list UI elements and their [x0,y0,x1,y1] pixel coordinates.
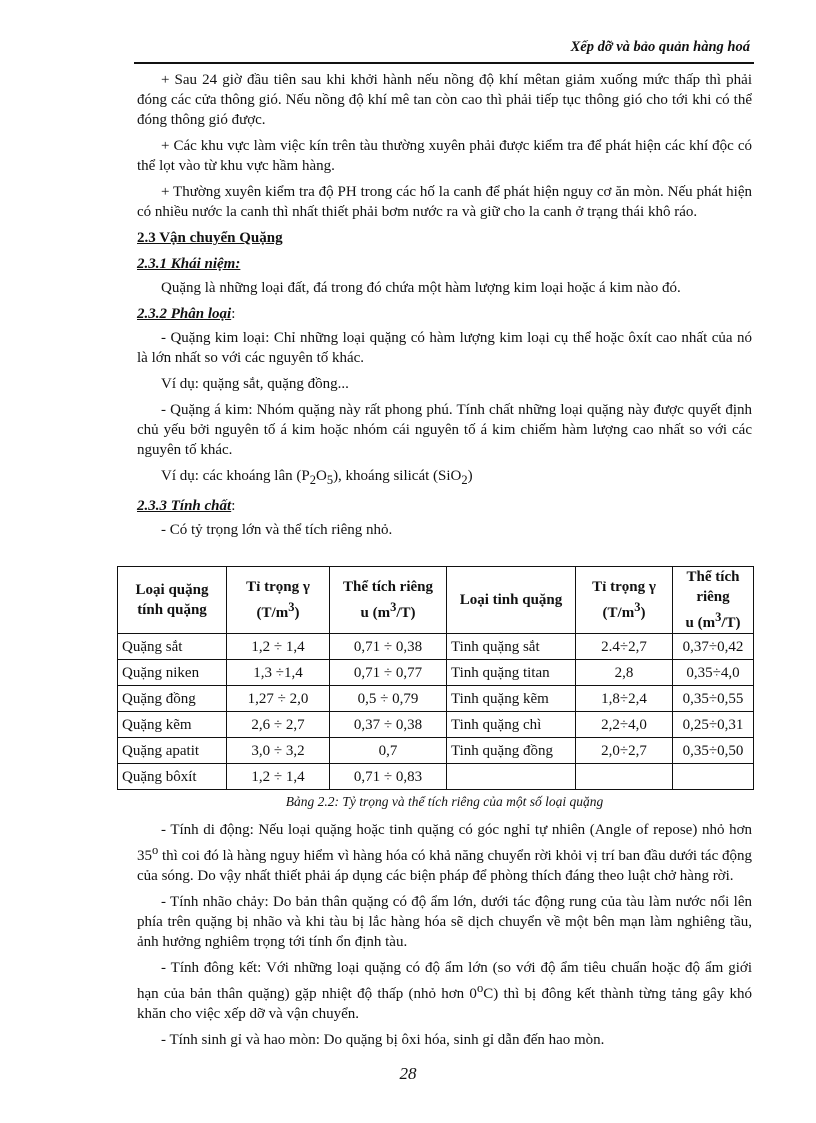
example-text-4: ) [467,468,473,484]
table-cell: 2,2÷4,0 [576,712,673,738]
subscript-5: 5 [326,473,334,487]
subsection-3-heading: 2.3.3 Tính chất [137,498,232,514]
table-cell: 0,35÷0,55 [673,686,754,712]
density-paragraph: - Có tỷ trọng lớn và thể tích riêng nhỏ. [161,522,393,538]
header-concentrate-type: Loại tinh quặng [447,567,576,634]
page-number: 28 [399,1064,417,1083]
table-cell: 2,0÷2,7 [576,738,673,764]
section-title: 2.3 Vận chuyển Quặng [137,230,283,246]
page-content [122,70,753,1056]
table-cell: 0,37÷0,42 [673,634,754,660]
table-cell: 3,0 ÷ 3,2 [227,738,330,764]
table-cell [576,764,673,790]
header-concentrate-density: Tỉ trọng γ $(T/m^3)$ [576,567,673,634]
metal-ore-example: Ví dụ: quặng sắt, quặng đồng... [161,376,349,392]
example-text-2: O [315,468,327,484]
page-header [134,28,754,64]
table-cell: 0,71 ÷ 0,77 [330,660,447,686]
table-cell: 1,3 ÷1,4 [227,660,330,686]
freezing-paragraph: - Tính đông kết: Với những loại quặng có độ ẩm lớn (so với độ ẩm tiêu chuẩn hoặc độ ẩm giới hạn của bản thân quặng) gặp nhiệt độ thấp (nhỏ hơn 0$^o$C) thì bị đông kết thành từng tảng gây khó khăn cho việc xếp dỡ và vận chuyển. [137,960,753,1022]
liquefaction-paragraph: - Tính nhão chảy: Do bản thân quặng có độ ẩm lớn, dưới tác động rung của tàu làm nước nổi lên phía trên quặng bị nhão và khi tàu bị lắc hàng hóa sẽ dịch chuyển về một bên mạn làm nghiêng tầu, ảnh hưởng nghiêm trọng tới tính ổn định tàu. [137,894,752,950]
subsection-3-heading-suffix: : [231,498,236,514]
table-caption: Bảng 2.2: Tỷ trọng và thể tích riêng của một số loại quặng [285,794,604,809]
table-cell: Quặng kẽm [118,712,227,738]
table-cell: 2,8 [576,660,673,686]
header-density: Tỉ trọng γ $(T/m^3)$ [227,567,330,634]
table-cell: Quặng đồng [118,686,227,712]
subsection-2-heading: 2.3.2 Phân loại [137,306,232,322]
header-ore-type: Loại quặng tính quặng [118,567,227,634]
header-concentrate-volume: Thể tích riêng u $(m^3/T)$ [673,567,754,634]
nonmetal-ore-paragraph: - Quặng á kim: Nhóm quặng này rất phong phú. Tính chất những loại quặng này được quyết định chủ yếu bởi nguyên tố á kim hoặc nhóm cái nguyên tố á kim chiếm hàm lượng cao nhất so với các nguyên tố khác. [137,402,752,458]
subsection-2-heading-line [137,304,752,324]
table-cell: 0,37 ÷ 0,38 [330,712,447,738]
metal-ore-paragraph: - Quặng kim loại: Chỉ những loại quặng có hàm lượng kim loại cụ thể hoặc ôxít cao nhất của nó là lớn nhất so với các nguyên tố khác. [137,330,752,366]
table-cell: 2,6 ÷ 2,7 [227,712,330,738]
table-row [118,738,754,764]
table-cell [447,764,576,790]
header-specific-volume: Thể tích riêng u $(m^3/T)$ [330,567,447,634]
table-cell: 0,5 ÷ 0,79 [330,686,447,712]
table-cell: Tinh quặng chì [447,712,576,738]
corrosion-paragraph: - Tính sinh gỉ và hao mòn: Do quặng bị ôxi hóa, sinh gỉ dẫn đến hao mòn. [161,1032,605,1048]
mobility-paragraph: - Tính di động: Nếu loại quặng hoặc tinh quặng có góc nghỉ tự nhiên (Angle of repose) nhỏ hơn 35$^o$ thì coi đó là hàng nguy hiểm vì hàng hóa có khả năng chuyển rời khỏi vị trí ban đầu dưới tác động của sóng. Do vậy nhất thiết phải áp dụng các biện pháp để phòng thích đáng theo luật chở hàng rời. [137,822,752,884]
subsection-1-text: Quặng là những loại đất, đá trong đó chứa một hàm lượng kim loại hoặc á kim nào đó. [161,280,681,296]
table-row [118,634,754,660]
subscript-2: 2 [309,473,316,487]
table-cell: 0,71 ÷ 0,83 [330,764,447,790]
table-cell: Quặng bôxít [118,764,227,790]
table-cell: Tinh quặng kẽm [447,686,576,712]
table-cell: 0,25÷0,31 [673,712,754,738]
ore-density-table [117,566,754,790]
table-cell: 0,35÷0,50 [673,738,754,764]
table-cell: 1,2 ÷ 1,4 [227,764,330,790]
example-text-1: Ví dụ: các khoáng lân (P [161,468,310,484]
intro-paragraph-3: + Thường xuyên kiểm tra độ PH trong các hố la canh để phát hiện nguy cơ ăn mòn. Nếu phát hiện có nhiều nước la canh thì nhất thiết phải bơm nước ra và giữ cho la canh ở trạng thái khô ráo. [137,184,752,220]
subsection-3-heading-line [137,496,752,516]
table-cell: 1,27 ÷ 2,0 [227,686,330,712]
table-cell: 2.4÷2,7 [576,634,673,660]
table-cell: Quặng sắt [118,634,227,660]
table-cell: Tinh quặng titan [447,660,576,686]
table-row [118,712,754,738]
nonmetal-ore-example [137,466,752,490]
table-cell: Tinh quặng đồng [447,738,576,764]
table-cell: 0,35÷4,0 [673,660,754,686]
example-text-3: ), khoáng silicát (SiO [333,468,462,484]
intro-paragraph-1: + Sau 24 giờ đầu tiên sau khi khởi hành nếu nồng độ khí mêtan giảm xuống mức thấp thì phải đóng các cửa thông gió. Nếu nồng độ khí mê tan còn cao thì phải tiếp tục thông gió cho tới khi có thể đóng thông gió được. [137,72,752,128]
table-row [118,660,754,686]
table-cell: Quặng niken [118,660,227,686]
table-cell: 0,71 ÷ 0,38 [330,634,447,660]
table-cell: Tinh quặng sắt [447,634,576,660]
intro-paragraph-2: + Các khu vực làm việc kín trên tàu thường xuyên phải được kiểm tra để phát hiện các khí độc có thể lọt vào từ khu vực hầm hàng. [137,138,752,174]
table-row [118,686,754,712]
table-cell: 1,2 ÷ 1,4 [227,634,330,660]
table-header-row [118,567,754,634]
subsection-1-heading: 2.3.1 Khái niệm: [137,256,241,272]
subscript-2b: 2 [461,473,468,487]
subsection-2-heading-suffix: : [231,306,236,322]
header-title: Xếp dỡ và bảo quản hàng hoá [570,39,750,55]
table-row [118,764,754,790]
table-cell: 0,7 [330,738,447,764]
table-cell: 1,8÷2,4 [576,686,673,712]
table-cell [673,764,754,790]
table-cell: Quặng apatit [118,738,227,764]
